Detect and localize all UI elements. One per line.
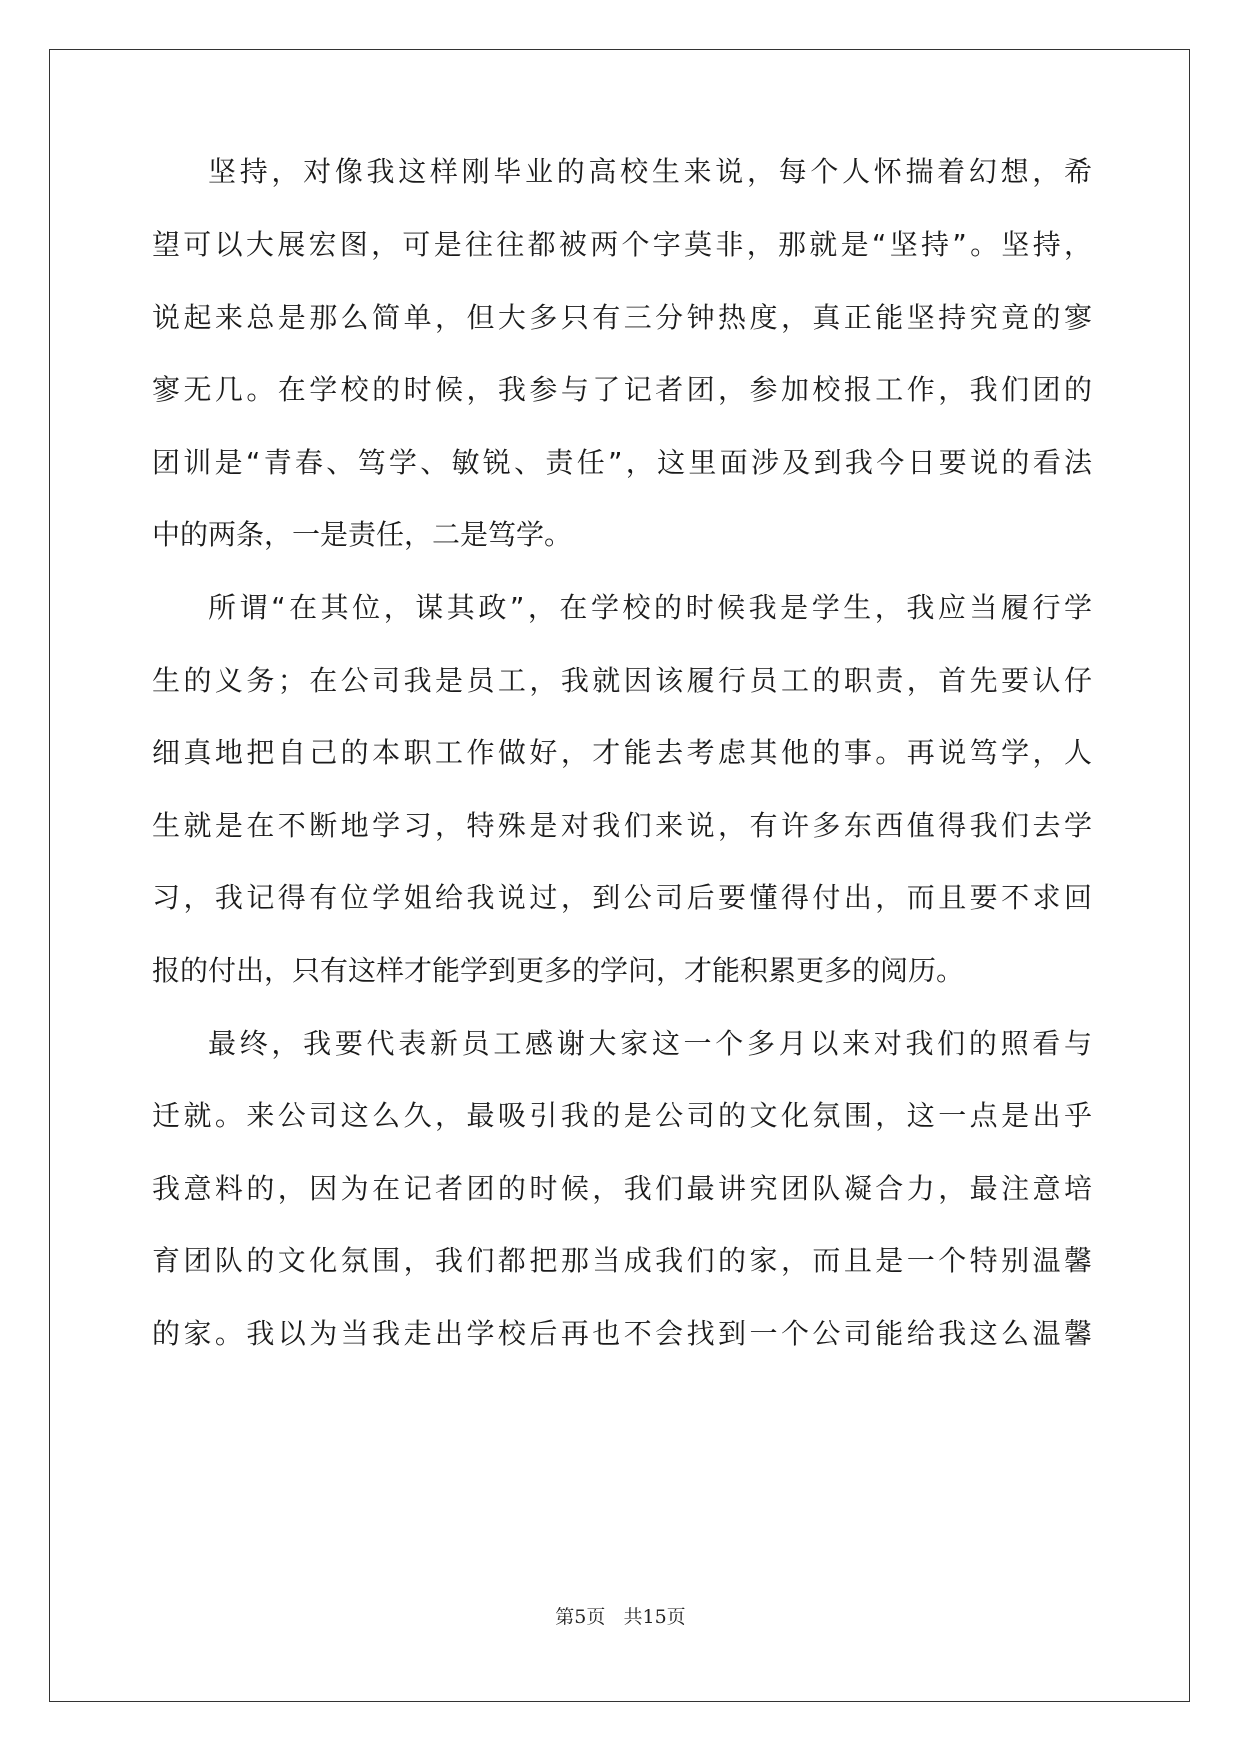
text-line: 团训是“青春、笃学、敏锐、责任”，这里面涉及到我今日要说的看法 [152, 446, 1092, 479]
page-number: 第5页 共15页 [555, 1606, 686, 1628]
text-line: 报的付出，只有这样才能学到更多的学问，才能积累更多的阅历。 [152, 954, 965, 987]
text-line: 的家。我以为当我走出学校后再也不会找到一个公司能给我这么温馨 [152, 1317, 1092, 1350]
text-line: 望可以大展宏图，可是往往都被两个字莫非，那就是“坚持”。坚持， [152, 228, 1092, 261]
text-line: 生的义务；在公司我是员工，我就因该履行员工的职责，首先要认仔 [152, 664, 1092, 697]
text-line: 中的两条，一是责任，二是笃学。 [152, 518, 573, 551]
text-line: 育团队的文化氛围，我们都把那当成我们的家，而且是一个特别温馨 [152, 1244, 1092, 1277]
text-line: 所谓“在其位，谋其政”，在学校的时候我是学生，我应当履行学 [208, 591, 1092, 624]
text-line: 说起来总是那么简单，但大多只有三分钟热度，真正能坚持究竟的寥 [152, 301, 1092, 334]
text-line: 细真地把自己的本职工作做好，才能去考虑其他的事。再说笃学，人 [152, 736, 1092, 769]
text-line: 我意料的，因为在记者团的时候，我们最讲究团队凝合力，最注意培 [152, 1172, 1092, 1205]
text-line: 最终，我要代表新员工感谢大家这一个多月以来对我们的照看与 [208, 1027, 1092, 1060]
text-line: 习，我记得有位学姐给我说过，到公司后要懂得付出，而且要不求回 [152, 881, 1092, 914]
text-line: 生就是在不断地学习，特殊是对我们来说，有许多东西值得我们去学 [152, 809, 1092, 842]
text-line: 坚持，对像我这样刚毕业的高校生来说，每个人怀揣着幻想，希 [208, 155, 1092, 188]
text-line: 迁就。来公司这么久，最吸引我的是公司的文化氛围，这一点是出乎 [152, 1099, 1092, 1132]
text-line: 寥无几。在学校的时候，我参与了记者团，参加校报工作，我们团的 [152, 373, 1092, 406]
